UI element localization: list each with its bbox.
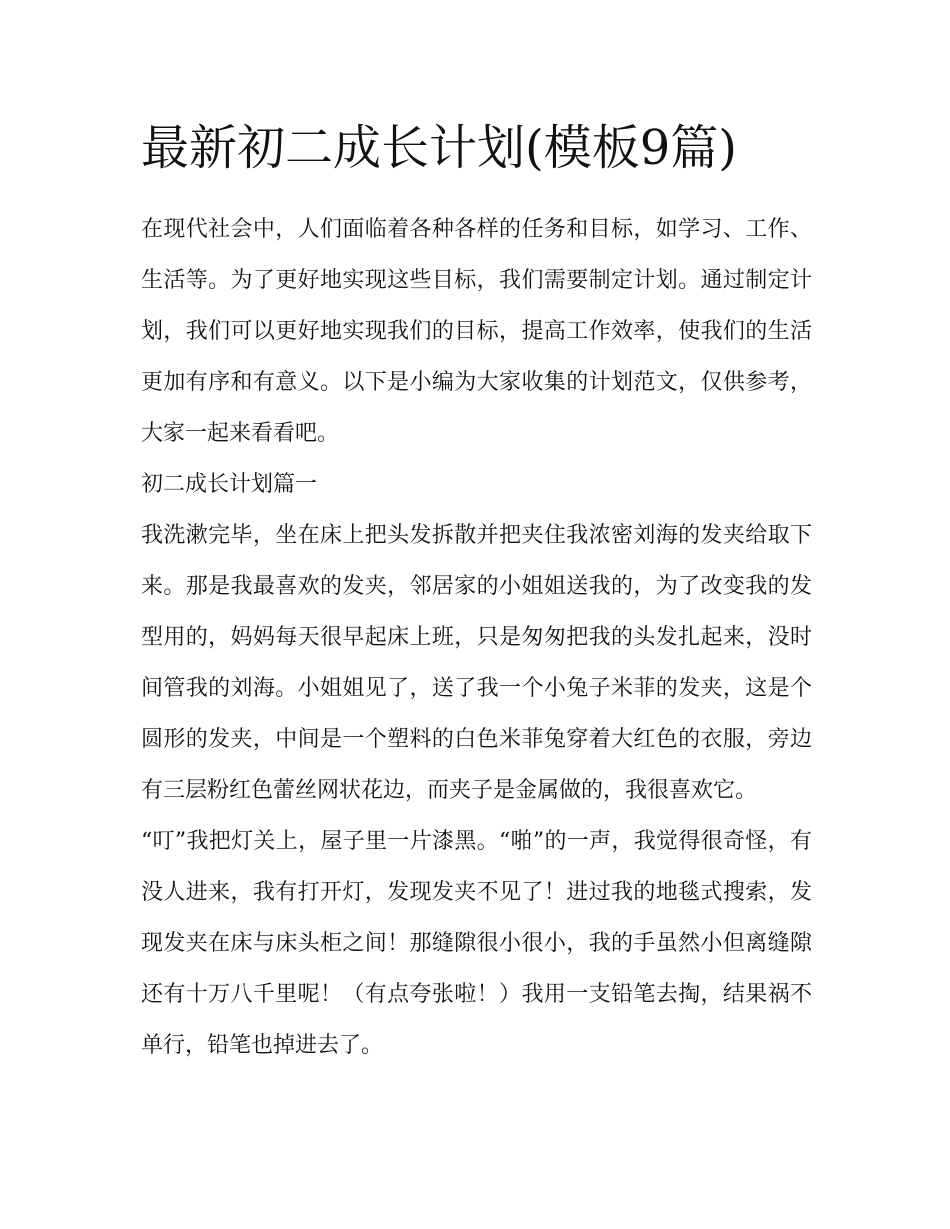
document-title: 最新初二成长计划(模板9篇)	[141, 120, 737, 176]
intro-paragraph: 在现代社会中，人们面临着各种各样的任务和目标，如学习、工作、生活等。为了更好地实现这些目标，我们需要制定计划。通过制定计划，我们可以更好地实现我们的目标，提高工作效率，使我们的生活更加有序和有意义。以下是小编为大家收集的计划范文，仅供参考，大家一起来看看吧。	[141, 217, 812, 446]
body-paragraph-1: 我洗漱完毕，坐在床上把头发拆散并把夹住我浓密刘海的发夹给取下来。那是我最喜欢的发夹，邻居家的小姐姐送我的，为了改变我的发型用的，妈妈每天很早起床上班，只是匆匆把我的头发扎起来，没时间管我的刘海。小姐姐见了，送了我一个小兔子米菲的发夹，这是个圆形的发夹，中间是一个塑料的白色米菲兔穿着大红色的衣服，旁边有三层粉红色蕾丝网状花边，而夹子是金属做的，我很喜欢它。	[141, 523, 812, 803]
body-paragraph-2: “叮”我把灯关上，屋子里一片漆黑。“啪”的一声，我觉得很奇怪，有没人进来，我有打开灯，发现发夹不见了！进过我的地毯式搜索，发现发夹在床与床头柜之间！那缝隙很小很小，我的手虽然小但离缝隙还有十万八千里呢！（有点夸张啦！）我用一支铅笔去掏，结果祸不单行，铅笔也掉进去了。	[141, 829, 812, 1058]
section-heading: 初二成长计划篇一	[141, 472, 318, 497]
